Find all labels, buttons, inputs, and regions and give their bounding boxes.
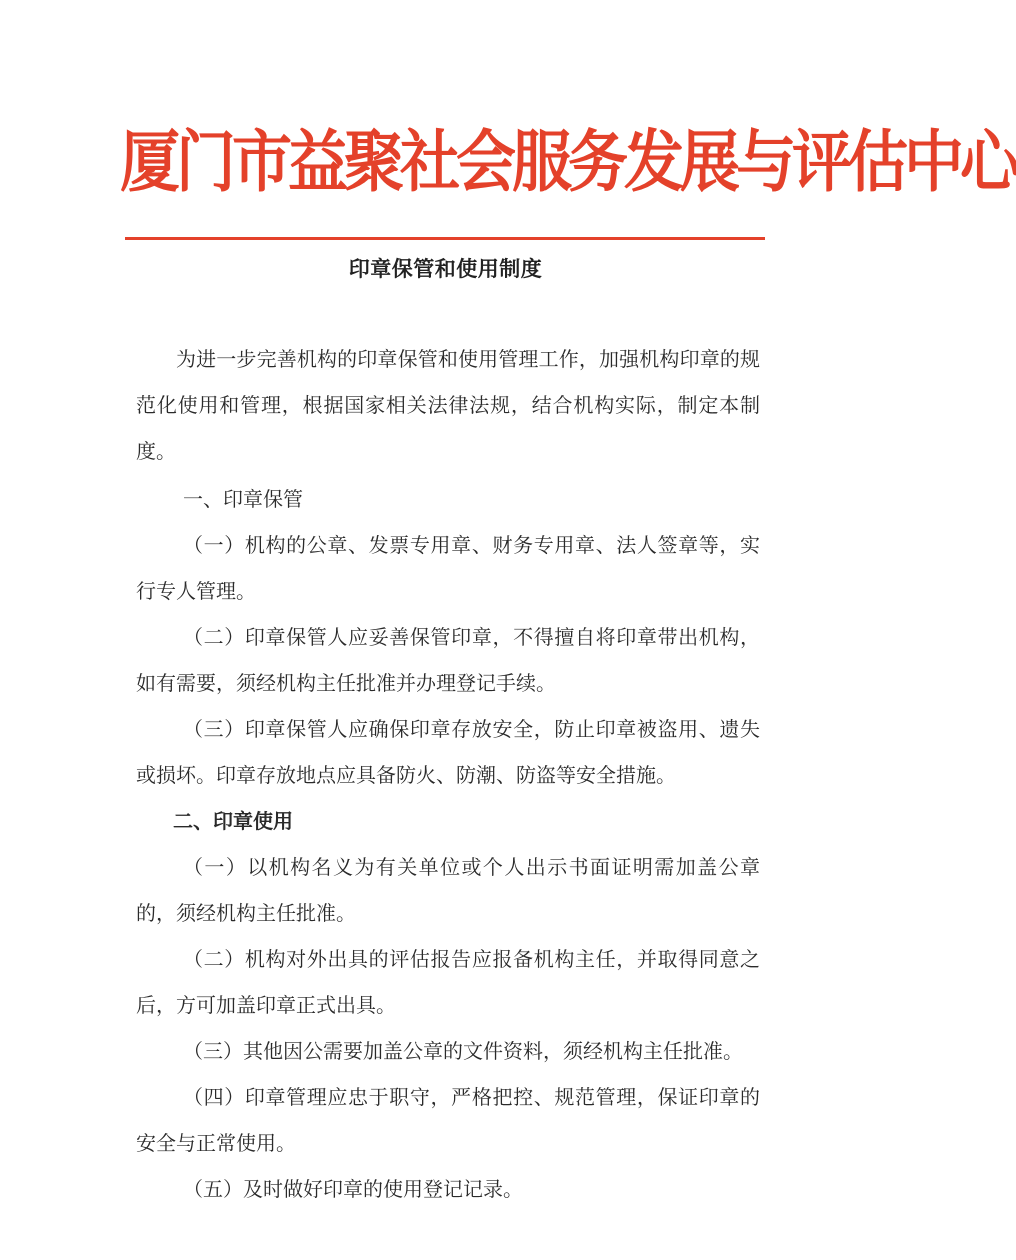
section2-item-5: （五）及时做好印章的使用登记记录。	[183, 1177, 523, 1201]
section1-item-3: （三）印章保管人应确保印章存放安全，防止印章被盗用、遗失或损坏。印章存放地点应具备防火、防潮、防盗等安全措施。	[136, 717, 760, 787]
section1-item-1: （一）机构的公章、发票专用章、财务专用章、法人签章等，实行专人管理。	[136, 533, 760, 603]
document-title: 印章保管和使用制度	[348, 257, 543, 281]
section2-item-3: （三）其他因公需要加盖公章的文件资料，须经机构主任批准。	[183, 1039, 743, 1063]
organization-letterhead: 厦门市益聚社会服务发展与评估中心	[120, 123, 1016, 202]
intro-paragraph: 为进一步完善机构的印章保管和使用管理工作，加强机构印章的规范化使用和管理，根据国家相关法律法规，结合机构实际，制定本制度。	[136, 347, 760, 463]
section1-item-2: （二）印章保管人应妥善保管印章，不得擅自将印章带出机构，如有需要，须经机构主任批准并办理登记手续。	[136, 625, 760, 695]
section2-item-2: （二）机构对外出具的评估报告应报备机构主任，并取得同意之后，方可加盖印章正式出具。	[136, 947, 760, 1017]
section2-item-1: （一）以机构名义为有关单位或个人出示书面证明需加盖公章的，须经机构主任批准。	[136, 855, 760, 925]
section-heading-seal-usage: 二、印章使用	[173, 809, 293, 833]
letterhead-divider	[125, 237, 765, 240]
document-body	[136, 336, 760, 1212]
section-heading-seal-custody: 一、印章保管	[183, 487, 303, 511]
section2-item-4: （四）印章管理应忠于职守，严格把控、规范管理，保证印章的安全与正常使用。	[136, 1085, 760, 1155]
